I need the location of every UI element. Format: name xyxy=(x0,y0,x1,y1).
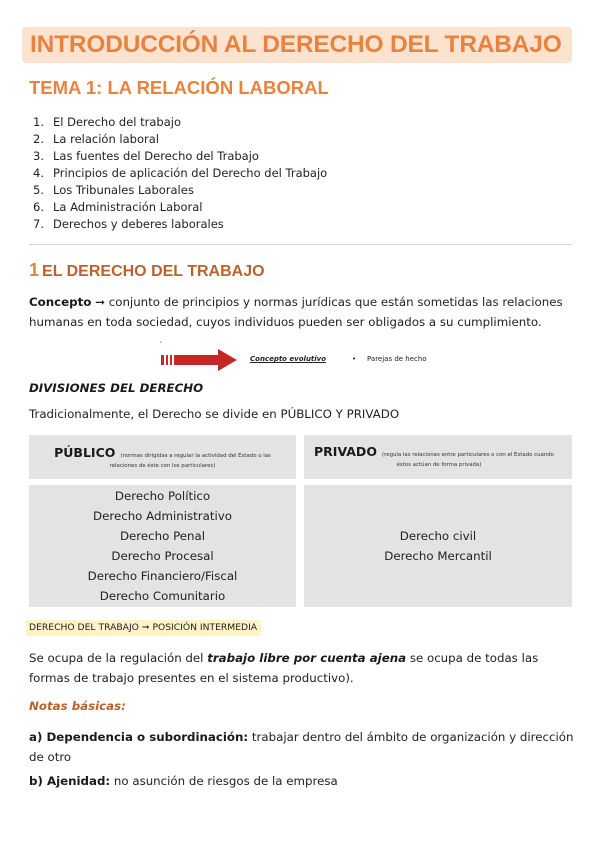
note-a xyxy=(29,727,574,767)
evolutive-concept-label: Concepto evolutivo xyxy=(250,355,327,363)
arrow-glyph: ➞ xyxy=(95,295,105,309)
section-number: 1 xyxy=(29,260,40,280)
public-law-note: (normas dirigidas a regular la actividad del Estado o las xyxy=(120,453,271,459)
toc-item: 4. Principios de aplicación del Derecho del Trabajo xyxy=(33,166,328,180)
note-b-text: no asunción de riesgos de la empresa xyxy=(110,774,338,788)
note-a-label: a) Dependencia o subordinación: xyxy=(29,730,249,744)
section-divider xyxy=(29,244,572,245)
list-item: Derecho Político xyxy=(114,489,211,503)
scope-paragraph: Se ocupa de la regulación del trabajo libre por cuenta ajena se ocupa de todas las formas de trabajo presentes en el sistema productivo). xyxy=(29,651,539,685)
private-law-note-cont: éstos actúan de forma privada) xyxy=(396,462,482,468)
toc-item: 3. Las fuentes del Derecho del Trabajo xyxy=(33,149,259,163)
note-b xyxy=(29,771,574,791)
note-a-text: trabajar dentro del ámbito de organización y dirección de otro xyxy=(29,730,574,764)
list-item: Derecho Administrativo xyxy=(93,509,232,523)
concept-diagram xyxy=(160,341,460,371)
section-heading xyxy=(29,260,265,281)
document-title: INTRODUCCIÓN AL DERECHO DEL TRABAJO xyxy=(22,27,572,63)
list-item: Derecho Comunitario xyxy=(99,589,226,603)
private-law-header xyxy=(304,435,572,479)
concept-label: Concepto xyxy=(29,295,92,309)
list-item: Derecho Financiero/Fiscal xyxy=(87,569,238,583)
toc-item: 6. La Administración Laboral xyxy=(33,200,203,214)
public-law-title: PÚBLICO xyxy=(54,445,116,460)
toc-item: 7. Derechos y deberes laborales xyxy=(33,217,224,231)
emphasis-text: trabajo libre por cuenta ajena xyxy=(207,651,407,665)
highlighted-note: DERECHO DEL TRABAJO ➞ POSICIÓN INTERMEDIA xyxy=(26,620,261,636)
concept-text: conjunto de principios y normas jurídicas que están sometidas las relaciones humanas en toda sociedad, cuyos individuos pueden ser obligados a su cumplimiento. xyxy=(29,295,563,329)
public-law-list xyxy=(29,485,296,607)
private-law-title: PRIVADO xyxy=(314,444,377,459)
toc-item: 2. La relación laboral xyxy=(33,132,159,146)
concept-paragraph xyxy=(29,292,574,332)
list-item: Derecho Procesal xyxy=(111,549,214,563)
private-law-note: (regula las relaciones entre particulares o con el Estado cuando xyxy=(382,452,554,458)
topic-heading: TEMA 1: LA RELACIÓN LABORAL xyxy=(29,77,329,98)
private-law-list xyxy=(304,485,572,607)
diagram-item: Parejas de hecho xyxy=(367,355,427,363)
list-item: Derecho civil xyxy=(399,529,477,543)
toc-item: 1. El Derecho del trabajo xyxy=(33,115,181,129)
section-title: EL DERECHO DEL TRABAJO xyxy=(42,263,265,280)
bullet-icon: • xyxy=(352,355,357,363)
public-law-note-cont: relaciones de éste con los particulares) xyxy=(109,463,216,469)
list-item: Derecho Penal xyxy=(119,529,206,543)
table-of-contents xyxy=(33,114,327,233)
toc-item: 5. Los Tribunales Laborales xyxy=(33,183,194,197)
public-law-header xyxy=(29,435,296,479)
divisions-heading: DIVISIONES DEL DERECHO xyxy=(29,381,204,395)
list-item: Derecho Mercantil xyxy=(384,549,492,563)
note-b-label: b) Ajenidad: xyxy=(29,774,111,788)
red-arrow-icon xyxy=(160,349,238,371)
divisions-intro: Tradicionalmente, el Derecho se divide en PÚBLICO Y PRIVADO xyxy=(29,407,400,421)
basic-notes-heading: Notas básicas: xyxy=(29,699,126,713)
marker-dot xyxy=(160,341,162,343)
